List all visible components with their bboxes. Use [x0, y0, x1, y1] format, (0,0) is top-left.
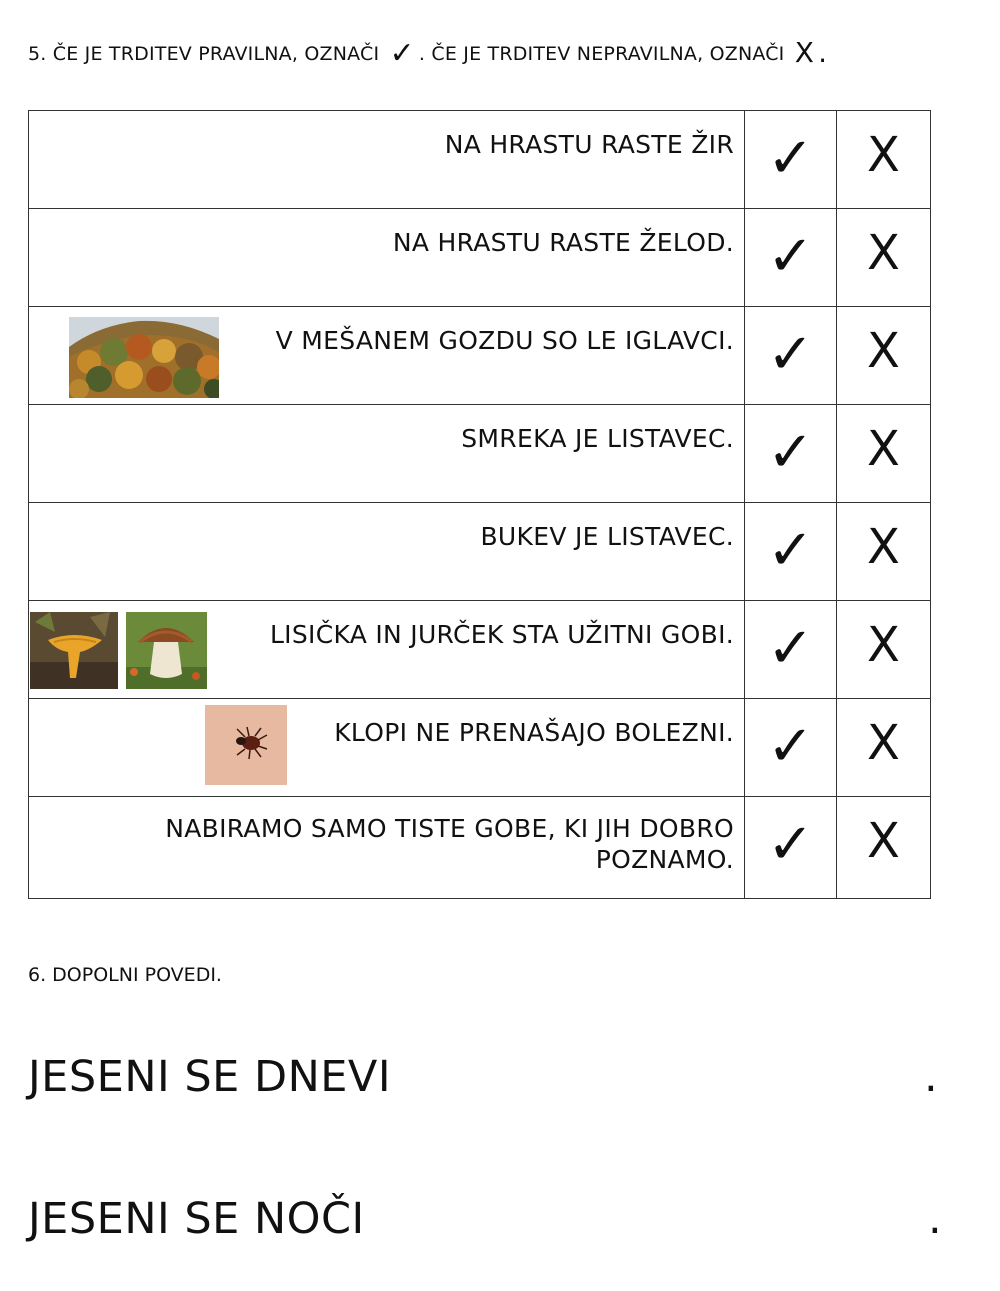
statement-cell	[29, 307, 745, 405]
true-option[interactable]	[745, 503, 837, 601]
true-false-table	[28, 110, 931, 899]
check-mark-icon: ✓	[767, 812, 814, 877]
instruction-part1: 5. ČE JE TRDITEV PRAVILNA, OZNAČI	[28, 43, 380, 65]
mixed-forest-image	[69, 317, 219, 398]
table-row	[29, 307, 931, 405]
true-option[interactable]	[745, 699, 837, 797]
statement-cell	[29, 405, 745, 503]
fill-sentence-1: JESENI SE DNEVI	[28, 1052, 392, 1102]
task5-instruction	[28, 36, 827, 71]
table-row	[29, 111, 931, 209]
table-row	[29, 699, 931, 797]
check-mark-icon: ✓	[767, 420, 814, 485]
statement-cell	[29, 699, 745, 797]
table-row	[29, 503, 931, 601]
statement-text: V MEŠANEM GOZDU SO LE IGLAVCI.	[275, 326, 734, 355]
statement-text: KLOPI NE PRENAŠAJO BOLEZNI.	[334, 718, 734, 747]
table-row	[29, 797, 931, 899]
statement-cell	[29, 111, 745, 209]
cross-mark-icon: X	[867, 225, 900, 281]
tick-image	[205, 705, 287, 785]
statement-cell	[29, 503, 745, 601]
table-row	[29, 209, 931, 307]
statement-text: BUKEV JE LISTAVEC.	[480, 522, 734, 551]
true-option[interactable]	[745, 209, 837, 307]
statement-cell	[29, 601, 745, 699]
statement-text: LISIČKA IN JURČEK STA UŽITNI GOBI.	[269, 620, 734, 649]
false-option[interactable]	[837, 601, 931, 699]
instruction-end: .	[818, 36, 828, 69]
table-row	[29, 405, 931, 503]
chanterelle-image	[30, 612, 118, 689]
false-option[interactable]	[837, 797, 931, 899]
check-mark-icon: ✓	[767, 518, 814, 583]
statement-cell	[29, 797, 745, 899]
instruction-part2: . ČE JE TRDITEV NEPRAVILNA, OZNAČI	[418, 43, 785, 65]
statement-text: NA HRASTU RASTE ŽELOD.	[392, 228, 734, 257]
check-mark-icon: ✓	[767, 714, 814, 779]
true-option[interactable]	[745, 405, 837, 503]
statement-text: NABIRAMO SAMO TISTE GOBE, KI JIH DOBRO POZNAMO.	[165, 814, 734, 874]
check-symbol-icon: ✓	[389, 36, 415, 71]
cross-mark-icon: X	[867, 127, 900, 183]
table-row	[29, 601, 931, 699]
porcini-image	[126, 612, 207, 689]
true-option[interactable]	[745, 601, 837, 699]
statement-cell	[29, 209, 745, 307]
cross-mark-icon: X	[867, 617, 900, 673]
true-option[interactable]	[745, 307, 837, 405]
check-mark-icon: ✓	[767, 126, 814, 191]
cross-mark-icon: X	[867, 813, 900, 869]
cross-mark-icon: X	[867, 519, 900, 575]
cross-mark-icon: X	[867, 323, 900, 379]
fill-sentence-1-end: .	[924, 1052, 938, 1102]
true-option[interactable]	[745, 111, 837, 209]
cross-mark-icon: X	[867, 715, 900, 771]
check-mark-icon: ✓	[767, 616, 814, 681]
cross-mark-icon: X	[867, 421, 900, 477]
false-option[interactable]	[837, 503, 931, 601]
fill-sentence-2: JESENI SE NOČI	[28, 1194, 365, 1244]
check-mark-icon: ✓	[767, 322, 814, 387]
false-option[interactable]	[837, 111, 931, 209]
false-option[interactable]	[837, 209, 931, 307]
false-option[interactable]	[837, 307, 931, 405]
statement-text: NA HRASTU RASTE ŽIR	[444, 130, 734, 159]
true-option[interactable]	[745, 797, 837, 899]
cross-symbol-icon: X	[794, 36, 815, 69]
task6-title: 6. DOPOLNI POVEDI.	[28, 964, 222, 986]
false-option[interactable]	[837, 699, 931, 797]
statement-text: SMREKA JE LISTAVEC.	[461, 424, 734, 453]
false-option[interactable]	[837, 405, 931, 503]
fill-sentence-2-end: .	[928, 1194, 942, 1244]
check-mark-icon: ✓	[767, 224, 814, 289]
